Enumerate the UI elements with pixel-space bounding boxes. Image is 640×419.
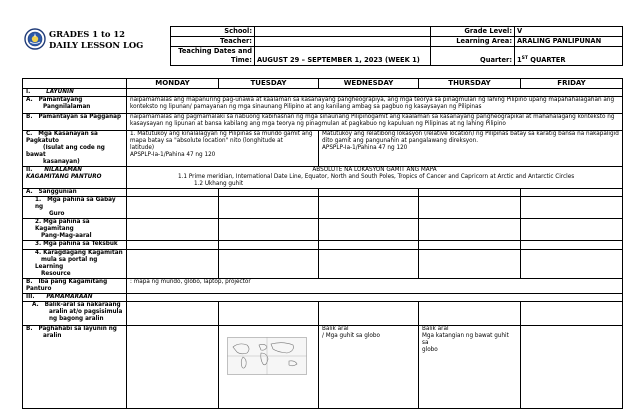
cell-mon [127, 241, 219, 250]
balik-line2: aralin at/o pagsisimula [49, 309, 123, 315]
paghahabi-letter: B. [26, 326, 33, 332]
paghahabi-thursday [419, 326, 521, 409]
day-header-wednesday: WEDNESDAY [319, 79, 419, 89]
world-map-sketch-icon [227, 337, 307, 375]
row-iba-pang-kagamitan [23, 279, 127, 294]
cell-mon [127, 189, 219, 197]
gabay-line1: Mga pahina sa Gabay ng [35, 197, 116, 210]
section-nilalaman-number: II. [26, 167, 33, 173]
cell-fri [521, 219, 623, 241]
teacher-label: Teacher: [171, 37, 255, 47]
grade-level-label: Grade Level: [431, 27, 515, 37]
kasanayan-wednesday-friday [319, 131, 623, 167]
learning-area-label: Learning Area: [431, 37, 515, 47]
cell-wed [319, 250, 419, 279]
cell-thu [419, 241, 521, 250]
corner-cell [23, 79, 127, 89]
paghahabi-thu-line3: globo [422, 347, 438, 353]
cell-tue [219, 241, 319, 250]
nilalaman-line2: 1.2 Ukhang guhit [194, 181, 244, 187]
cell-thu [419, 197, 521, 219]
cell-wed [319, 219, 419, 241]
balik-letter: A. [32, 302, 39, 308]
row-pamantayan-sa-pagganap [23, 114, 127, 131]
row-kagamitang-pang-mag-aaral [23, 219, 127, 241]
kasanayan-mon-line1: 1. Matutukoy ang kinalalagyan ng Pilipinas sa mundo gamit ang [130, 131, 313, 137]
section-layunin-number: I. [26, 89, 31, 95]
paghahabi-line1: Paghahabi sa layunin ng [38, 326, 117, 332]
row-teksbuk: 3. Mga pahina sa Teksbuk [23, 241, 127, 250]
cell-thu [419, 302, 521, 326]
sanggunian-letter: A. [26, 189, 33, 195]
teaching-dates-label-line2: Time: [230, 56, 252, 64]
pamantayang-pangnilalaman-letter: A. [26, 97, 33, 103]
quarter-word: QUARTER [527, 56, 566, 64]
nilalaman-content [127, 167, 623, 189]
kasanayan-mon-line2: mapa batay sa "absolute location" nito (longhitude at [130, 138, 283, 144]
kasanayan-mon-line3: latitude) [130, 145, 155, 151]
row-sanggunian [23, 189, 127, 197]
row-paghahabi [23, 326, 127, 409]
paghahabi-tuesday [219, 326, 319, 409]
school-label: School: [171, 27, 255, 37]
paghahabi-wed-line2: / Mga guhit sa globo [322, 333, 380, 339]
cell-mon [127, 219, 219, 241]
iba-label: Iba pang Kagamitang Panturo [26, 279, 108, 292]
log-title-line1: GRADES 1 to 12 [49, 29, 125, 39]
pamantayang-pangnilalaman-text: naipamamalas ang mapanuring pag-unawa at kaalaman sa kasanayang pangheograpiya, ang mga teorya sa pinagmulan ng lahing Pilipino upang mapahahalagahan ang konteksto ng lipunan/ pamayanan ng mga sinaunang Pilipino at ang kanilang ambag sa pagbuo ng kasaysayan ng Pilipinas [127, 97, 623, 114]
log-title-line2: DAILY LESSON LOG [49, 40, 144, 50]
kagamitan-line2: Pang-Mag-aaral [41, 233, 92, 239]
sanggunian-label: Sanggunian [38, 189, 77, 195]
teaching-dates-label-line1: Teaching Dates and [178, 47, 252, 55]
day-header-monday: MONDAY [127, 79, 219, 89]
header-info-table [170, 26, 623, 66]
balik-line1: Balik-aral sa nakaraang [44, 302, 121, 308]
cell-fri [521, 302, 623, 326]
row-karagdagang-kagamitan [23, 250, 127, 279]
cell-mon [127, 302, 219, 326]
kasanayan-line2: (Isulat ang code ng bawat [26, 145, 105, 158]
cell-wed [319, 197, 419, 219]
day-header-thursday: THURSDAY [419, 79, 521, 89]
section-nilalaman [23, 167, 127, 189]
cell-wed [319, 241, 419, 250]
iba-pang-kagamitan-text: : mapa ng mundo, globo, laptop, projector [127, 279, 623, 294]
kasanayan-wed-line3: APSPLP-Ia-1/Pahina 47 ng 120 [322, 145, 408, 151]
layunin-content [127, 89, 623, 97]
cell-tue [219, 302, 319, 326]
cell-tue [219, 219, 319, 241]
cell-tue [219, 189, 319, 197]
pamantayan-sa-pagganap-text: naipamamalas ang pagmamalaki sa nabuong kabihasnan ng mga sinaunang Pilipinogamit ang kaalaman sa kasanayang pangheograpikal at mahahalagang konteksto ng kasaysayan ng lipunan at bansa kabilang ang mga teorya ng pinagmulan at pagkabuo ng kapuluan ng Pilipinas at ng lahing Pilipino [127, 114, 623, 131]
portal-line2: mula sa portal ng Learning [35, 257, 98, 270]
balik-line3: ng bagong aralin [49, 316, 104, 322]
quarter-suffix: ST [521, 55, 528, 61]
quarter-label: Quarter: [431, 47, 515, 66]
pamantayang-pangnilalaman-line1: Pamantayang [38, 97, 83, 103]
pamantayan-sa-pagganap-label: Pamantayan sa Pagganap [38, 114, 122, 120]
teaching-dates-label [171, 47, 255, 66]
cell-mon [127, 250, 219, 279]
cell-fri [521, 250, 623, 279]
pamantayan-sa-pagganap-letter: B. [26, 114, 33, 120]
cell-thu [419, 219, 521, 241]
paghahabi-thu-line2: Mga katangian ng bawat guhit sa [422, 333, 509, 346]
gabay-number: 1. [35, 197, 42, 203]
portal-line3: Resource [41, 271, 71, 277]
kasanayan-line3: kasanayan) [43, 159, 80, 165]
header-logo [22, 26, 170, 66]
cell-fri [521, 189, 623, 197]
row-kasanayan-sa-pagkatuto [23, 131, 127, 167]
school-value [255, 27, 431, 37]
day-header-friday: FRIDAY [521, 79, 623, 89]
paghahabi-line2: aralin [43, 333, 62, 339]
cell-tue [219, 250, 319, 279]
cell-tue [219, 197, 319, 219]
learning-area-value: ARALING PANLIPUNAN [515, 37, 623, 47]
deped-seal-icon [24, 28, 46, 50]
section-pamamaraan-number: III. [26, 294, 35, 300]
cell-wed [319, 302, 419, 326]
kasanayan-letter: C. [26, 131, 33, 137]
section-layunin [23, 89, 127, 97]
teacher-value [255, 37, 431, 47]
teaching-dates-value: AUGUST 29 – SEPTEMBER 1, 2023 (WEEK 1) [255, 47, 431, 66]
kagamitan-line1: 2. Mga pahina sa Kagamitang [35, 219, 90, 232]
section-pamamaraan-title: PAMAMARAAN [46, 294, 93, 300]
kasanayan-wed-line2: dito gamit ang pangunahin at pangalawang direksyon. [322, 138, 479, 144]
kagamitang-panturo-label: KAGAMITANG PANTURO [26, 174, 102, 180]
section-nilalaman-title: NILALAMAN [44, 167, 83, 173]
cell-fri [521, 241, 623, 250]
lesson-log-table [22, 78, 623, 409]
cell-mon [127, 197, 219, 219]
day-header-tuesday: TUESDAY [219, 79, 319, 89]
kasanayan-line1: Mga Kasanayan sa Pagkatuto [26, 131, 98, 144]
nilalaman-title: ABSOLUTE NA LOKASYON GAMIT ANG MAPA [312, 167, 437, 173]
cell-mon [127, 326, 219, 409]
section-pamamaraan [23, 294, 127, 302]
row-gabay-ng-guro [23, 197, 127, 219]
grade-level-value: V [515, 27, 623, 37]
iba-letter: B. [26, 279, 33, 285]
gabay-line2: Guro [49, 211, 65, 217]
pamantayang-pangnilalaman-line2: Pangnilalaman [43, 104, 91, 110]
portal-line1: 4. Karagdagang Kagamitan [35, 250, 123, 256]
quarter-value [515, 47, 623, 66]
section-layunin-title: LAYUNIN [46, 89, 74, 95]
log-title [49, 29, 143, 51]
paghahabi-wed-line1: Balik aral [322, 326, 349, 332]
cell-thu [419, 189, 521, 197]
cell-fri [521, 326, 623, 409]
cell-wed [319, 189, 419, 197]
pamamaraan-content [127, 294, 623, 302]
row-pamantayang-pangnilalaman [23, 97, 127, 114]
cell-fri [521, 197, 623, 219]
paghahabi-thu-line1: Balik aral [422, 326, 449, 332]
row-balik-aral [23, 302, 127, 326]
nilalaman-line1: 1.1 Prime meridian, International Date Line, Equator, North and South Poles, Tropics of Cancer and Capricorn at Arctic and Antarctic Circles [178, 174, 575, 180]
kasanayan-monday-tuesday [127, 131, 319, 167]
kasanayan-wed-line1: Matutukoy ang relatibong lokasyon (relative location) ng Pilipinas batay sa karatig bansa na nakapaligid [322, 131, 619, 137]
cell-thu [419, 250, 521, 279]
paghahabi-wednesday [319, 326, 419, 409]
kasanayan-mon-line4: APSPLP-Ia-1/Pahina 47 ng 120 [130, 152, 216, 158]
quarter-number: 1 [517, 56, 522, 64]
